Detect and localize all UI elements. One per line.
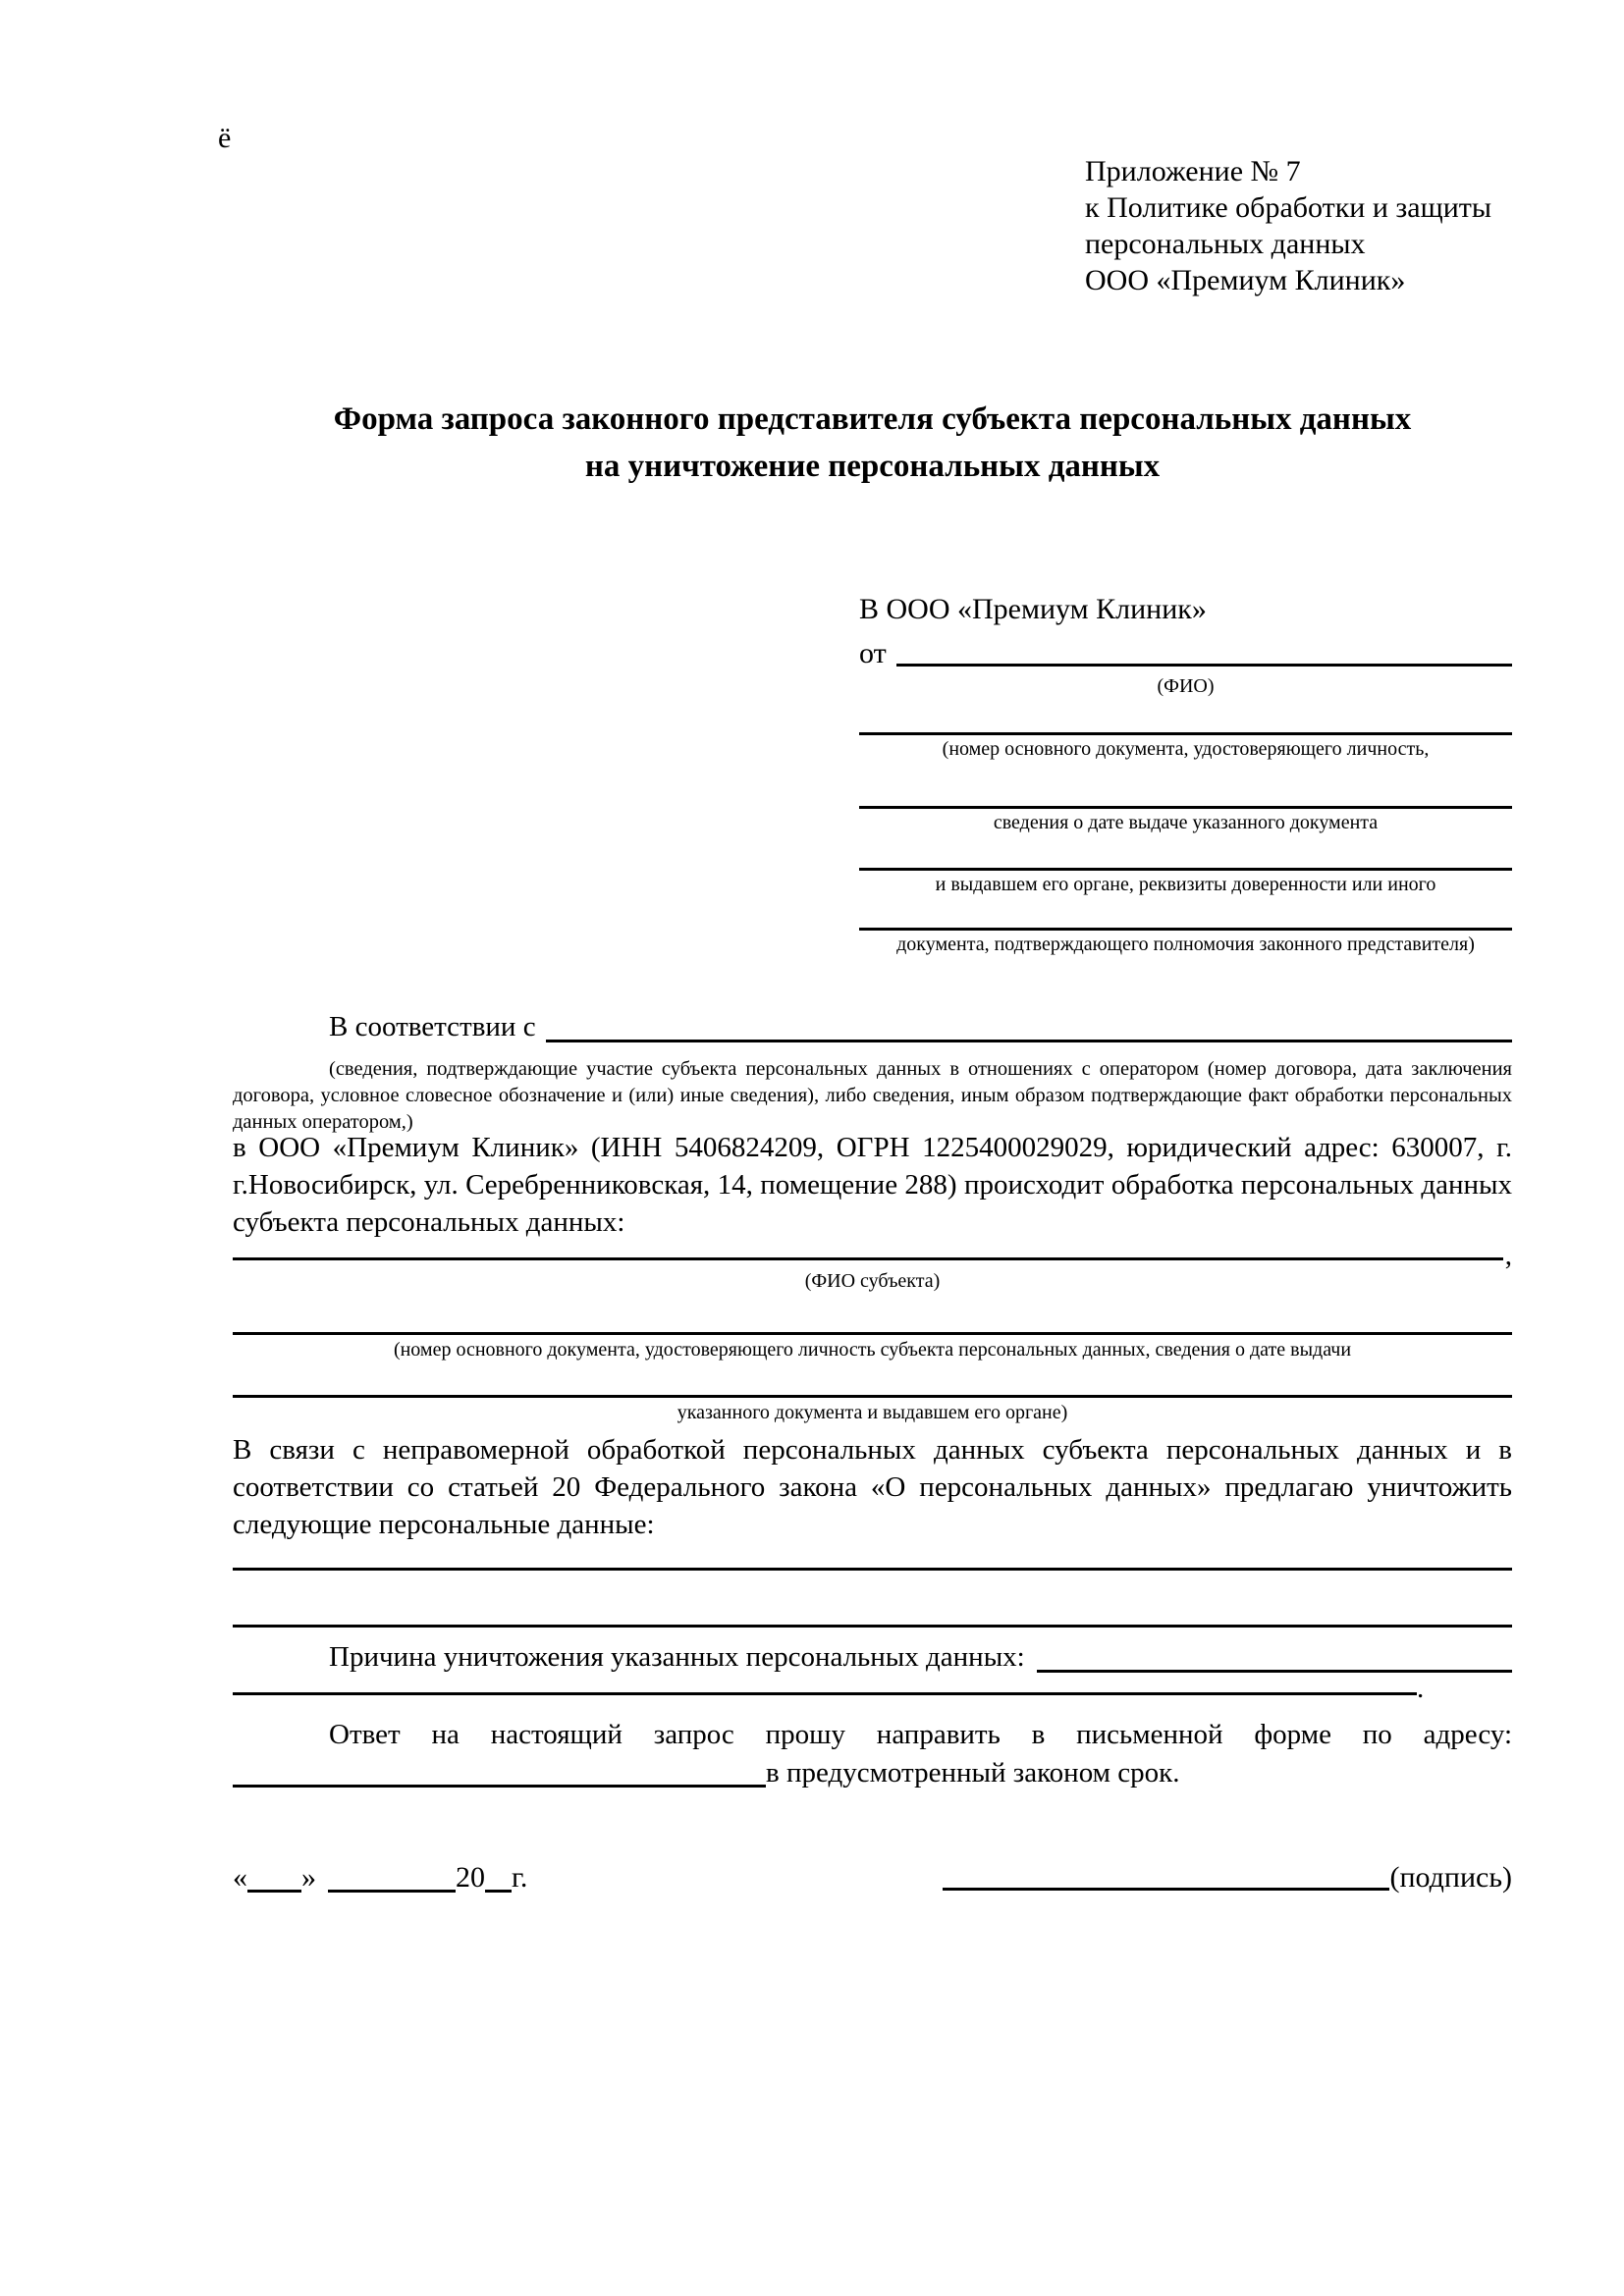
subject-doc-caption2: указанного документа и выдавшем его органе): [677, 1402, 1068, 1423]
trailing-comma: ,: [1504, 1240, 1512, 1271]
appendix-line: к Политике обработки и защиты: [1085, 191, 1492, 224]
blank-line: [233, 1692, 1417, 1695]
subject-doc-caption1: (номер основного документа, удостоверяющего личность субъекта персональных данных, сведения о дате выдачи: [393, 1339, 1352, 1361]
addressee-to: В ООО «Премиум Клиник»: [859, 593, 1207, 625]
signature-group: [943, 1861, 1512, 1895]
signature-caption: (подпись): [1389, 1861, 1512, 1894]
form-title-line1: Форма запроса законного представителя субъекта персональных данных: [333, 401, 1412, 437]
blank-line: [859, 868, 1512, 871]
open-quote: «: [233, 1861, 247, 1894]
doc-line-caption: (номер основного документа, удостоверяющего личность,: [942, 738, 1430, 760]
doc-line-caption: сведения о дате выдаче указанного документа: [993, 812, 1379, 833]
blank-line: [233, 1332, 1512, 1335]
blank-line: [233, 1625, 1512, 1628]
blank-line: [546, 1040, 1512, 1042]
blank-line: [328, 1890, 456, 1893]
subject-fio-caption: (ФИО субъекта): [804, 1270, 941, 1292]
date-group: [233, 1861, 527, 1895]
blank-line: [896, 664, 1512, 667]
doc-line-caption: и выдавшем его органе, реквизиты доверенности или иного: [935, 874, 1436, 895]
appendix-line: ООО «Премиум Клиник»: [1085, 264, 1406, 296]
reply-address-row: [233, 1754, 1512, 1792]
year-prefix: 20: [456, 1861, 485, 1894]
year-suffix: г.: [512, 1861, 528, 1894]
destroy-paragraph: В связи с неправомерной обработкой персональных данных субъекта персональных данных и в соответствии со статьей 20 Федерального закона «О персональных данных» предлагаю уничтожить следующие персональные данные:: [233, 1434, 1512, 1540]
form-title: [233, 396, 1512, 490]
blank-line: [859, 806, 1512, 809]
stray-char: ё: [218, 122, 232, 154]
appendix-line: персональных данных: [1085, 228, 1366, 260]
appendix-line: Приложение № 7: [1085, 155, 1301, 187]
from-row: [859, 635, 1512, 672]
operator-paragraph: в ООО «Премиум Клиник» (ИНН 5406824209, ОГРН 1225400029029, юридический адрес: 630007, г. г.Новосибирск, ул. Серебренниковская, 14, помещение 288) происходит обработка персональных данных субъекта персональных данных:: [233, 1132, 1512, 1238]
trailing-period: .: [1417, 1673, 1425, 1704]
appendix-block: [1085, 153, 1491, 298]
accordance-section: [233, 1011, 1512, 1136]
reply-lead: Ответ на настоящий запрос прошу направить в письменной форме по адресу:: [329, 1719, 1512, 1750]
reply-section: [233, 1716, 1512, 1792]
from-label: от: [859, 637, 887, 669]
subject-section: [233, 1229, 1512, 1425]
close-quote: »: [301, 1861, 316, 1894]
reason-continuation-row: [233, 1669, 1512, 1704]
blank-line: [485, 1890, 512, 1893]
footer-row: [233, 1861, 1512, 1895]
blank-line: [233, 1257, 1503, 1260]
reason-label: Причина уничтожения указанных персональных данных:: [329, 1641, 1025, 1673]
blank-line: [233, 1785, 766, 1788]
reply-tail: в предусмотренный законом срок.: [766, 1757, 1180, 1789]
subject-fio-row: [233, 1229, 1512, 1271]
accordance-note: (сведения, подтверждающие участие субъекта персональных данных в отношениях с оператором (номер договора, дата заключения договора, условное словесное обозначение и (или) иные сведения), либо сведения, иным образом подтверждающие факт обработки персональных данных оператором,): [233, 1058, 1512, 1133]
blank-line: [247, 1890, 301, 1893]
blank-line: [859, 928, 1512, 931]
accordance-lead: В соответствии с: [329, 1011, 536, 1042]
blank-line: [233, 1395, 1512, 1398]
accordance-row: [233, 1011, 1512, 1048]
doc-line-caption: документа, подтверждающего полномочия законного представителя): [896, 934, 1475, 955]
addressee-block: [859, 591, 1512, 957]
blank-line: [943, 1888, 1389, 1891]
blank-line: [859, 732, 1512, 735]
form-title-line2: на уничтожение персональных данных: [584, 449, 1161, 484]
blank-line: [233, 1568, 1512, 1571]
fio-caption: (ФИО): [1157, 675, 1215, 697]
